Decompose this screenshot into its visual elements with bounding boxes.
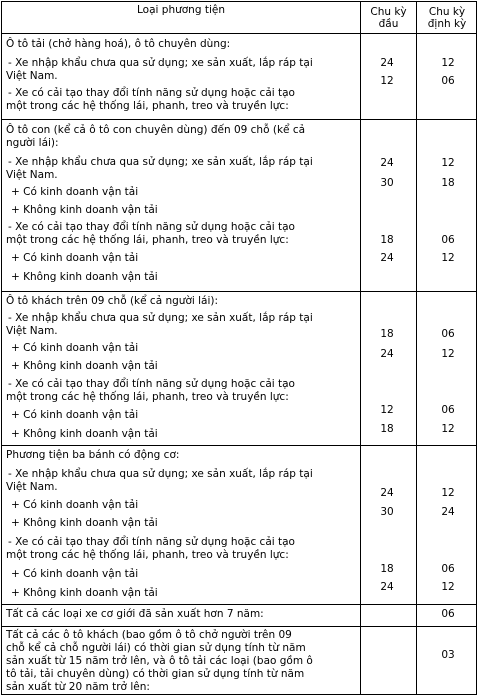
periodic-cycle-value: 06 xyxy=(441,75,455,87)
periodic-cycle-value: 12 xyxy=(441,348,455,360)
first-cycle-value: 24 xyxy=(380,348,394,360)
row-text: - Xe có cải tạo thay đổi tính năng sử dụng hoặc cải tạo xyxy=(8,536,295,548)
row-text: + Có kinh doanh vận tải xyxy=(11,186,139,198)
row-text: + Có kinh doanh vận tải xyxy=(11,342,139,354)
row-text: Việt Nam. xyxy=(6,70,58,82)
row-text: một trong các hệ thống lái, phanh, treo và truyền lực: xyxy=(6,391,289,403)
row-text: - Xe có cải tạo thay đổi tính năng sử dụng hoặc cải tạo xyxy=(8,221,295,233)
row-text: sản xuất từ 20 năm trở lên: xyxy=(6,681,150,693)
periodic-cycle-value: 06 xyxy=(441,563,455,575)
header-first-cycle-line2: đầu xyxy=(378,18,399,30)
row-text: + Có kinh doanh vận tải xyxy=(11,499,139,511)
row-text: + Có kinh doanh vận tải xyxy=(11,568,139,580)
row-text: sản xuất từ 15 năm trở lên, và ô tô tải các loại (bao gồm ô xyxy=(6,655,313,667)
section-title: Ô tô tải (chở hàng hoá), ô tô chuyên dùng: xyxy=(6,38,231,50)
first-cycle-value: 30 xyxy=(380,177,394,189)
row-divider xyxy=(2,626,476,627)
first-cycle-value: 18 xyxy=(380,563,394,575)
row-text: Việt Nam. xyxy=(6,325,58,337)
periodic-cycle-value: 06 xyxy=(441,328,455,340)
row-text: - Xe có cải tạo thay đổi tính năng sử dụng hoặc cải tạo xyxy=(8,378,295,390)
header-first-cycle xyxy=(361,6,416,30)
first-cycle-value: 18 xyxy=(380,423,394,435)
periodic-cycle-value: 12 xyxy=(441,487,455,499)
row-text: + Có kinh doanh vận tải xyxy=(11,252,139,264)
row-text: + Không kinh doanh vận tải xyxy=(11,360,158,372)
first-cycle-value: 24 xyxy=(380,157,394,169)
periodic-cycle-value: 03 xyxy=(441,649,455,661)
row-divider xyxy=(2,291,476,292)
row-text: chỗ kể cả chỗ người lái) có thời gian sử dụng tính từ năm xyxy=(6,642,306,654)
first-cycle-value: 24 xyxy=(380,57,394,69)
row-text: Việt Nam. xyxy=(6,169,58,181)
inspection-cycle-table xyxy=(1,1,477,695)
row-text: - Xe nhập khẩu chưa qua sử dụng; xe sản xuất, lắp ráp tại xyxy=(8,156,313,168)
row-text: Việt Nam. xyxy=(6,481,58,493)
first-cycle-value: 18 xyxy=(380,328,394,340)
periodic-cycle-value: 12 xyxy=(441,581,455,593)
row-text: một trong các hệ thống lái, phanh, treo và truyền lực: xyxy=(6,100,289,112)
row-divider xyxy=(2,445,476,446)
first-cycle-value: 24 xyxy=(380,581,394,593)
periodic-cycle-value: 06 xyxy=(441,234,455,246)
periodic-cycle-value: 12 xyxy=(441,423,455,435)
header-vehicle-type: Loại phương tiện xyxy=(137,4,225,16)
header-periodic-cycle xyxy=(417,6,477,30)
header-first-cycle-line1: Chu kỳ xyxy=(370,6,407,18)
header-periodic-cycle-line1: Chu kỳ xyxy=(428,6,466,18)
row-text: + Không kinh doanh vận tải xyxy=(11,271,158,283)
header-periodic-cycle-line2: định kỳ xyxy=(427,18,467,30)
row-text: + Có kinh doanh vận tải xyxy=(11,409,139,421)
section-title: Ô tô khách trên 09 chỗ (kể cả người lái): xyxy=(6,295,219,307)
periodic-cycle-value: 06 xyxy=(441,404,455,416)
row-divider xyxy=(2,33,476,34)
section-title: Tất cả các loại xe cơ giới đã sản xuất hơn 7 năm: xyxy=(6,608,264,620)
row-text: Tất cả các ô tô khách (bao gồm ô tô chở người trên 09 xyxy=(6,629,292,641)
row-text: + Không kinh doanh vận tải xyxy=(11,587,158,599)
section-title: Ô tô con (kể cả ô tô con chuyên dùng) đến 09 chỗ (kể cả xyxy=(6,124,306,136)
periodic-cycle-value: 12 xyxy=(441,157,455,169)
row-text: + Không kinh doanh vận tải xyxy=(11,517,158,529)
section-title: người lái): xyxy=(6,137,59,149)
first-cycle-value: 18 xyxy=(380,234,394,246)
periodic-cycle-value: 12 xyxy=(441,57,455,69)
first-cycle-value: 24 xyxy=(380,252,394,264)
column-divider xyxy=(416,2,417,694)
row-text: + Không kinh doanh vận tải xyxy=(11,428,158,440)
row-text: - Xe nhập khẩu chưa qua sử dụng; xe sản xuất, lắp ráp tại xyxy=(8,468,313,480)
row-text: một trong các hệ thống lái, phanh, treo và truyền lực: xyxy=(6,234,289,246)
first-cycle-value: 12 xyxy=(380,404,394,416)
first-cycle-value: 12 xyxy=(380,75,394,87)
row-text: tô tải, tải chuyên dùng) có thời gian sử dụng tính từ năm xyxy=(6,668,305,680)
periodic-cycle-value: 24 xyxy=(441,506,455,518)
row-text: - Xe nhập khẩu chưa qua sử dụng; xe sản xuất, lắp ráp tại xyxy=(8,57,313,69)
periodic-cycle-value: 06 xyxy=(441,608,455,620)
row-text: - Xe nhập khẩu chưa qua sử dụng; xe sản xuất, lắp ráp tại xyxy=(8,312,313,324)
row-divider xyxy=(2,604,476,605)
row-divider xyxy=(2,119,476,120)
first-cycle-value: 30 xyxy=(380,506,394,518)
first-cycle-value: 24 xyxy=(380,487,394,499)
periodic-cycle-value: 18 xyxy=(441,177,455,189)
row-text: một trong các hệ thống lái, phanh, treo và truyền lực: xyxy=(6,549,289,561)
section-title: Phương tiện ba bánh có động cơ: xyxy=(6,449,180,461)
periodic-cycle-value: 12 xyxy=(441,252,455,264)
row-text: + Không kinh doanh vận tải xyxy=(11,204,158,216)
row-text: - Xe có cải tạo thay đổi tính năng sử dụng hoặc cải tạo xyxy=(8,87,295,99)
